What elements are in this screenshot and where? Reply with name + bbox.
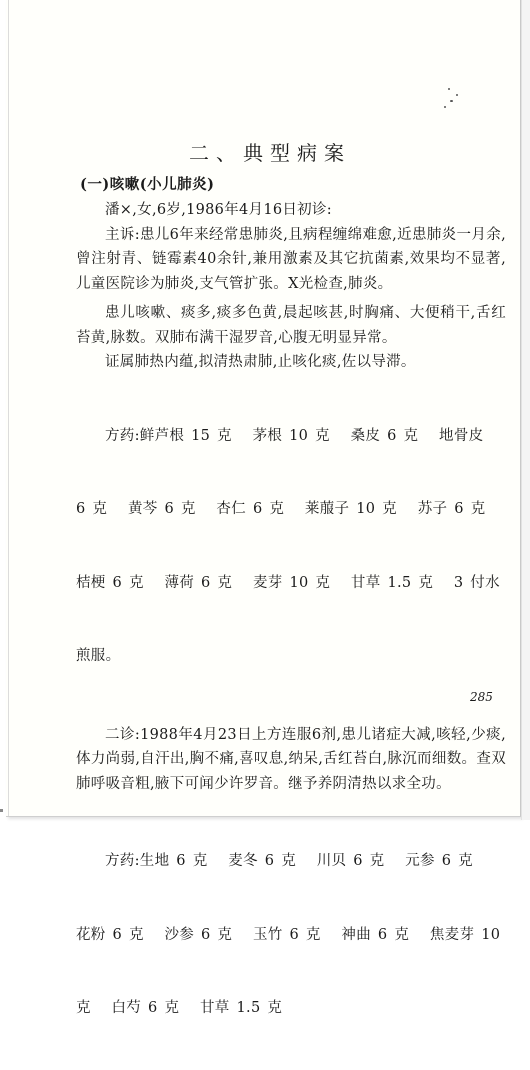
- chief-complaint-paragraph: 主诉:患儿6年来经常患肺炎,且病程缠绵难愈,近患肺炎一月余,曾注射青、链霉素40余针,兼用激素及其它抗菌素,效果均不显著,儿童医院诊为肺炎,支气管扩张。X光检查,肺炎。: [76, 226, 506, 292]
- case-title: (一)咳嗽(小儿肺炎): [80, 176, 215, 193]
- prescription-2-line: 克 白芍 6 克 甘草 1.5 克: [76, 1000, 283, 1016]
- prescription-2-line: 方药:生地 6 克 麦冬 6 克 川贝 6 克 元参 6 克: [105, 853, 473, 869]
- second-visit-paragraph: 二诊:1988年4月23日上方连服6剂,患儿诸症大减,咳轻,少痰,体力尚弱,自汗出,胸不痛,喜叹息,纳呆,舌红苔白,脉沉而细数。查双肺呼吸音粗,腋下可闻少许罗音。继予养阴清热以求全功。: [76, 726, 506, 792]
- section-heading: 二、典型病案: [189, 140, 351, 165]
- page-edge: [8, 0, 9, 816]
- page-number: 285: [470, 690, 493, 704]
- prescription-1: [76, 375, 506, 718]
- scrollbar[interactable]: [521, 0, 530, 820]
- diagnosis-paragraph: 证属肺热内蕴,拟清热肃肺,止咳化痰,佐以导滞。: [105, 354, 416, 370]
- prescription-1-line: 6 克 黄芩 6 克 杏仁 6 克 莱菔子 10 克 苏子 6 克: [76, 501, 486, 517]
- prescription-2-line: 花粉 6 克 沙参 6 克 玉竹 6 克 神曲 6 克 焦麦芽 10: [76, 926, 501, 943]
- book-page: [6, 0, 521, 1016]
- prescription-1-line: 煎服。: [76, 648, 121, 664]
- prescription-1-line: 方药:鲜芦根 15 克 茅根 10 克 桑皮 6 克 地骨皮: [105, 427, 484, 444]
- scan-specks: [436, 88, 466, 128]
- prescription-1-line: 桔梗 6 克 薄荷 6 克 麦芽 10 克 甘草 1.5 克 3 付水: [76, 574, 500, 591]
- patient-line: 潘×,女,6岁,1986年4月16日初诊:: [105, 202, 332, 218]
- corner-mark: [0, 809, 3, 812]
- symptoms-paragraph: 患儿咳嗽、痰多,痰多色黄,晨起咳甚,时胸痛、大便稍干,舌红苔黄,脉数。双肺布满干湿罗音,心腹无明显异常。: [76, 305, 506, 346]
- prescription-2: [76, 800, 506, 1070]
- case-body: [76, 198, 506, 1070]
